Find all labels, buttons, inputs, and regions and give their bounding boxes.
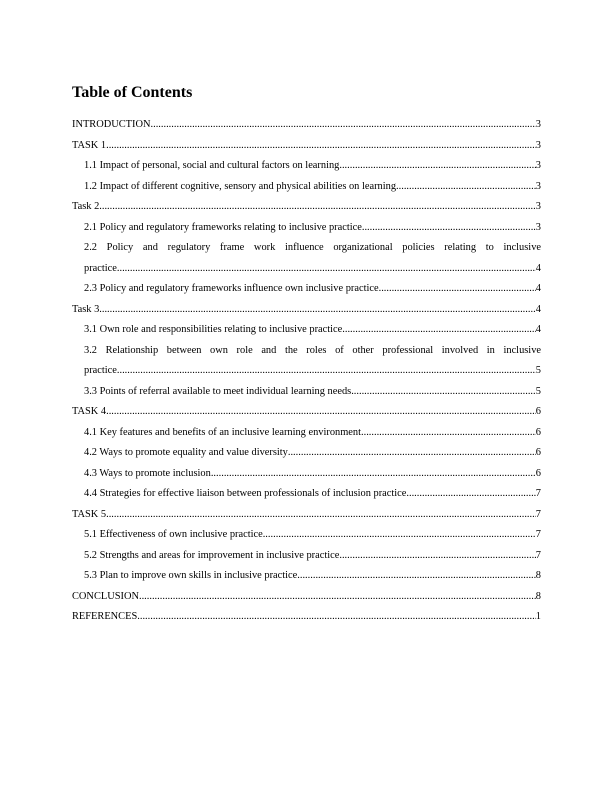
toc-entry-label: CONCLUSION <box>72 590 139 602</box>
dot-leader <box>106 136 536 157</box>
toc-entry-page: 3 <box>535 119 541 130</box>
toc-entry-label: Task 2 <box>72 201 100 212</box>
toc-entry-4-1[interactable] <box>72 423 541 444</box>
dot-leader <box>379 279 536 300</box>
dot-leader <box>263 525 536 546</box>
toc-entry-label: 2.1 Policy and regulatory frameworks relating to inclusive practice <box>84 221 362 233</box>
toc-entry-page: 6 <box>535 447 541 458</box>
toc-entry-1-2[interactable] <box>72 177 541 198</box>
dot-leader <box>99 300 536 321</box>
toc-entry-4-3[interactable] <box>72 464 541 485</box>
toc-entry-3-3[interactable] <box>72 382 541 403</box>
toc-entry-page: 7 <box>535 529 541 540</box>
toc-entry-2-3[interactable] <box>72 279 541 300</box>
toc-entry-3-2[interactable] <box>72 361 541 382</box>
toc-entry-page: 5 <box>535 365 541 376</box>
toc-entry-4-4[interactable] <box>72 484 541 505</box>
toc-entry-4-2[interactable] <box>72 443 541 464</box>
toc-entry-task-5[interactable] <box>72 505 541 526</box>
toc-entry-page: 6 <box>535 467 541 479</box>
toc-entry-label: 5.3 Plan to improve own skills in inclusive practice <box>84 570 298 581</box>
dot-leader <box>106 402 536 423</box>
toc-entry-references[interactable] <box>72 607 541 628</box>
dot-leader <box>297 566 536 587</box>
dot-leader <box>137 607 536 628</box>
toc-entry-label: TASK 4 <box>72 406 107 417</box>
dot-leader <box>139 587 536 608</box>
dot-leader <box>339 546 535 567</box>
toc-entry-task-3[interactable] <box>72 300 541 321</box>
toc-entry-label: 5.2 Strengths and areas for improvement in inclusive practice <box>84 549 340 561</box>
toc-title: Table of Contents <box>72 84 193 101</box>
toc-entry-page: 3 <box>535 160 541 171</box>
toc-entry-label: INTRODUCTION <box>72 119 151 130</box>
toc-entry-label: practice <box>84 262 117 274</box>
toc-entry-2-2[interactable] <box>72 259 541 280</box>
toc-list <box>72 115 541 628</box>
toc-entry-introduction[interactable] <box>72 115 541 136</box>
dot-leader <box>351 382 536 403</box>
toc-entry-page: 6 <box>535 426 541 438</box>
toc-entry-label: TASK 1 <box>72 139 107 151</box>
toc-entry-label: 3.1 Own role and responsibilities relating to inclusive practice <box>84 324 343 335</box>
toc-entry-page: 4 <box>535 283 541 294</box>
toc-entry-label: TASK 5 <box>72 508 107 520</box>
toc-entry-conclusion[interactable] <box>72 587 541 608</box>
dot-leader <box>406 484 535 505</box>
toc-entry-label: 1.1 Impact of personal, social and cultural factors on learning <box>84 160 340 171</box>
dot-leader <box>361 423 536 444</box>
toc-entry-page: 7 <box>535 488 541 499</box>
dot-leader <box>342 320 536 341</box>
dot-leader <box>99 197 536 218</box>
toc-entry-task-2[interactable] <box>72 197 541 218</box>
toc-entry-label: Task 3 <box>72 303 100 315</box>
toc-entry-label: REFERENCES <box>72 611 138 622</box>
toc-entry-label: 3.3 Points of referral available to meet individual learning needs <box>84 385 352 397</box>
dot-leader <box>339 156 535 177</box>
toc-entry-page: 7 <box>535 549 541 561</box>
dot-leader <box>362 218 536 239</box>
toc-entry-2-2-line1[interactable]: 2.2 Policy and regulatory frame work influence organizational policies relating to inclusive <box>84 242 541 253</box>
toc-entry-1-1[interactable] <box>72 156 541 177</box>
toc-entry-page: 3 <box>535 221 541 233</box>
toc-entry-page: 3 <box>535 180 541 192</box>
dot-leader <box>151 115 536 136</box>
toc-entry-label: 4.1 Key features and benefits of an inclusive learning environment <box>84 426 361 438</box>
toc-entry-2-1[interactable] <box>72 218 541 239</box>
dot-leader <box>106 505 536 526</box>
toc-entry-5-2[interactable] <box>72 546 541 567</box>
toc-entry-label: 1.2 Impact of different cognitive, sensory and physical abilities on learning <box>84 180 397 192</box>
dot-leader <box>117 361 536 382</box>
toc-entry-page: 8 <box>535 570 541 581</box>
toc-entry-task-4[interactable] <box>72 402 541 423</box>
toc-entry-page: 7 <box>535 508 541 520</box>
toc-entry-page: 1 <box>535 611 541 622</box>
toc-entry-page: 4 <box>535 324 541 335</box>
toc-entry-label: practice <box>84 365 117 376</box>
toc-entry-5-1[interactable] <box>72 525 541 546</box>
toc-entry-task-1[interactable] <box>72 136 541 157</box>
toc-entry-label: 4.3 Ways to promote inclusion <box>84 467 211 479</box>
dot-leader <box>396 177 536 198</box>
toc-entry-label: 5.1 Effectiveness of own inclusive practice <box>84 529 263 540</box>
toc-entry-label: 4.4 Strategies for effective liaison between professionals of inclusion practice <box>84 488 407 499</box>
toc-entry-page: 5 <box>535 385 541 397</box>
toc-entry-page: 8 <box>535 590 541 602</box>
toc-entry-3-1[interactable] <box>72 320 541 341</box>
toc-entry-label: 4.2 Ways to promote equality and value diversity <box>84 447 288 458</box>
toc-entry-3-2-line1[interactable]: 3.2 Relationship between own role and the roles of other professional involved in inclusive <box>84 344 541 356</box>
toc-entry-5-3[interactable] <box>72 566 541 587</box>
toc-entry-page: 3 <box>535 201 541 212</box>
dot-leader <box>288 443 536 464</box>
toc-entry-page: 3 <box>535 139 541 151</box>
dot-leader <box>117 259 536 280</box>
toc-entry-page: 4 <box>535 262 541 274</box>
toc-entry-label: 2.3 Policy and regulatory frameworks influence own inclusive practice <box>84 283 379 294</box>
toc-entry-page: 6 <box>535 406 541 417</box>
dot-leader <box>211 464 536 485</box>
toc-entry-page: 4 <box>535 303 541 315</box>
